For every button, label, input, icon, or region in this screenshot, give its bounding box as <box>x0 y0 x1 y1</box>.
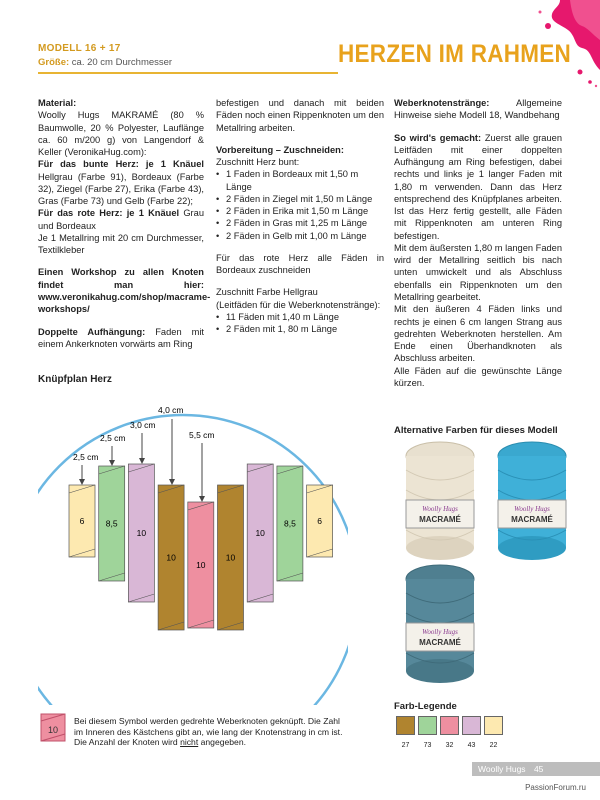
weber-label: Weberknotenstränge: <box>394 98 490 108</box>
color-legend-title: Farb-Legende <box>394 701 457 712</box>
knot-plan-diagram <box>38 385 348 705</box>
strand-length-label: 10 <box>136 528 147 538</box>
yarn-skein-cream <box>394 440 486 562</box>
page-footer <box>472 762 600 776</box>
page-title: HERZEN IM RAHMEN <box>338 40 572 68</box>
knot-strand-bar <box>218 485 244 630</box>
strand-length-label: 8,5 <box>283 518 296 529</box>
color-swatch <box>462 716 481 735</box>
color-swatch <box>418 716 437 735</box>
strand-length-label: 8,5 <box>105 518 118 529</box>
column-preparation <box>216 97 384 336</box>
strand-length-label: 10 <box>225 552 236 563</box>
strand-length-label: 10 <box>166 552 176 563</box>
footer-brand: Woolly Hugs <box>478 764 526 774</box>
rot-cut-text: Für das rote Herz alle Fäden in Bordeaux zuschneiden <box>216 252 384 276</box>
material-text: Woolly Hugs MAKRAMÉ (80 % Baumwolle, 20 % Polyester, Lauflänge ca. 60 m/200 g) von Langendorf & Keller (VeronikaHug.com): <box>38 110 204 158</box>
measure-label: 2,5 cm <box>73 452 99 462</box>
color-swatch <box>440 716 459 735</box>
svg-text:Woolly Hugs: Woolly Hugs <box>422 628 458 636</box>
color-swatches <box>396 716 503 735</box>
yarn-skein-turquoise <box>486 440 578 562</box>
color-code: 43 <box>467 742 476 749</box>
source-credit: PassionForum.ru <box>525 783 586 793</box>
list-item: • 11 Fäden mit 1,40 m Länge <box>216 311 384 323</box>
double-hang-body: Faden mit einem Ankerknoten vorwärts am Ring <box>38 326 204 349</box>
list-item: • 2 Fäden in Ziegel mit 1,50 m Länge <box>216 193 384 205</box>
strand-length-label: 6 <box>317 516 322 526</box>
color-swatch <box>396 716 415 735</box>
prep-heading: Vorbereitung – Zuschneiden: <box>216 144 344 155</box>
twisted-knot-symbol <box>40 713 68 743</box>
list-item: • 2 Fäden mit 1, 80 m Länge <box>216 323 384 335</box>
size-line <box>38 57 172 70</box>
color-code: 22 <box>489 742 498 749</box>
grey-cut-subtitle: (Leitfäden für die Weberknotenstränge): <box>216 299 381 310</box>
knot-strand-bar <box>307 485 333 557</box>
color-codes <box>396 741 503 750</box>
ring-text: Je 1 Metallring mit 20 cm Durchmesser, Textilkleber <box>38 232 204 256</box>
plan-title: Knüpfplan Herz <box>38 374 112 385</box>
svg-text:MACRAMÉ: MACRAMÉ <box>419 515 461 524</box>
grey-cut-title: Zuschnitt Farbe Hellgrau <box>216 287 318 298</box>
material-heading: Material: <box>38 98 77 108</box>
arrow-head-icon <box>79 479 85 485</box>
knot-strand-bar <box>128 464 154 602</box>
knot-strand-bar <box>99 466 125 581</box>
strand-length-label: 10 <box>196 560 206 570</box>
measure-label: 5,5 cm <box>189 430 215 440</box>
legend-text-after: angegeben. <box>198 737 247 748</box>
measure-label: 3,0 cm <box>130 420 156 430</box>
legend-text-before: Bei diesem Symbol werden gedrehte Weberknoten geknüpft. Die Zahl im Inneren des Kästchens gibt an, wie lang der Knotenstrang in cm ist. Die Anzahl der Knoten wird <box>74 716 343 748</box>
yarn-skein-petrol <box>394 563 486 685</box>
measure-label: 4,0 cm <box>158 405 184 415</box>
arrow-head-icon <box>199 496 205 502</box>
howto-paragraph <box>394 132 562 390</box>
svg-text:MACRAMÉ: MACRAMÉ <box>419 638 461 647</box>
rot-label: Für das rote Herz: je 1 Knäuel <box>38 208 180 219</box>
arrow-head-icon <box>139 458 145 464</box>
size-label: Größe: <box>38 57 70 68</box>
howto-p4: Alle Fäden auf die gewünschte Länge kürzen. <box>394 365 562 388</box>
svg-text:MACRAMÉ: MACRAMÉ <box>511 515 553 524</box>
color-code: 73 <box>423 742 432 749</box>
bunt-label: Für das bunte Herz: je 1 Knäuel <box>38 159 204 170</box>
knot-strand-bar <box>247 464 273 602</box>
list-item: • 1 Faden in Bordeaux mit 1,50 m Länge <box>216 168 384 193</box>
weber-paragraph <box>394 97 562 122</box>
howto-text: Zuerst alle grauen Leitfäden mit einer doppelten Aufhängung am Ring befestigen, dabei rechts und links je 1 langer Faden mit 1,80 m verwenden. Dann das Herz entsprechend des Knüpfplanes arbeiten. Ist das Herz fertig gestellt, alle Fäden mit Rippenknoten am unteren Ring befestigen. <box>394 132 562 241</box>
materials-block <box>38 97 204 256</box>
list-item: • 2 Fäden in Gras mit 1,25 m Länge <box>216 217 384 229</box>
plan-labels <box>73 405 215 462</box>
arrow-head-icon <box>169 479 175 485</box>
continued-text: befestigen und danach mit beiden Fäden noch einen Rippenknoten um den Metallring arbeiten. <box>216 98 384 133</box>
knot-strand-bar <box>158 485 184 630</box>
double-hang-text <box>38 326 204 351</box>
double-hang-label: Doppelte Aufhängung: <box>38 326 146 337</box>
howto-p3: Mit den äußeren 4 Fäden links und rechts je einen 6 cm langen Strang aus gedrehten Weberknoten herstellen. Am Ende einen Überhandknoten als Abschluss arbeiten. <box>394 304 562 364</box>
workshop-link[interactable]: Einen Workshop zu allen Knoten findet man hier: www.veronikahug.com/shop/macrame-workshops/ <box>38 267 211 315</box>
arrow-head-icon <box>109 460 115 466</box>
strand-length-label: 10 <box>255 528 265 538</box>
howto-p2: Mit dem äußersten 1,80 m langen Faden wird der Metallring seitlich bis nach unten umwickelt und als Abschluss ebenfalls ein Rippenknoten um den Metallring gearbeitet. <box>394 242 562 302</box>
alt-colors-title: Alternative Farben für dieses Modell <box>394 425 558 436</box>
rot-text: Grau und Bordeaux <box>38 208 204 231</box>
svg-text:Woolly Hugs: Woolly Hugs <box>422 505 458 513</box>
size-value: ca. 20 cm Durchmesser <box>71 57 173 68</box>
knot-strand-bar <box>277 466 303 581</box>
column-materials <box>38 97 211 360</box>
color-swatch <box>484 716 503 735</box>
page-number: 45 <box>533 764 544 774</box>
knot-strand-bar <box>188 502 214 628</box>
color-code: 32 <box>445 742 454 749</box>
list-item: • 2 Fäden in Erika mit 1,50 m Länge <box>216 205 384 217</box>
column-instructions <box>394 97 562 389</box>
weber-text: Allgemeine Hinweise siehe Modell 18, Wandbehang <box>394 98 562 121</box>
bunt-text: Hellgrau (Farbe 91), Bordeaux (Farbe 32), Ziegel (Farbe 27), Erika (Farbe 43), Gras (Farbe 73) und Gelb (Farbe 22); <box>38 171 204 207</box>
symbol-legend-text <box>74 716 344 748</box>
plan-bars <box>69 464 333 630</box>
bunt-cut-list <box>216 168 384 242</box>
bunt-cut-title: Zuschnitt Herz bunt: <box>216 157 300 168</box>
list-item: • 2 Fäden in Gelb mit 1,00 m Länge <box>216 230 384 242</box>
header-divider <box>38 72 338 74</box>
model-number: MODELL 16 + 17 <box>38 43 121 54</box>
svg-text:Woolly Hugs: Woolly Hugs <box>514 505 550 513</box>
measure-label: 2,5 cm <box>100 433 126 443</box>
grey-cut-list <box>216 311 384 336</box>
legend-text-emphasis: nicht <box>180 737 199 748</box>
symbol-number: 10 <box>47 725 59 735</box>
color-code: 27 <box>401 742 410 749</box>
howto-label: So wird's gemacht: <box>394 132 482 143</box>
strand-length-label: 6 <box>79 516 85 526</box>
knot-strand-bar <box>69 485 95 557</box>
